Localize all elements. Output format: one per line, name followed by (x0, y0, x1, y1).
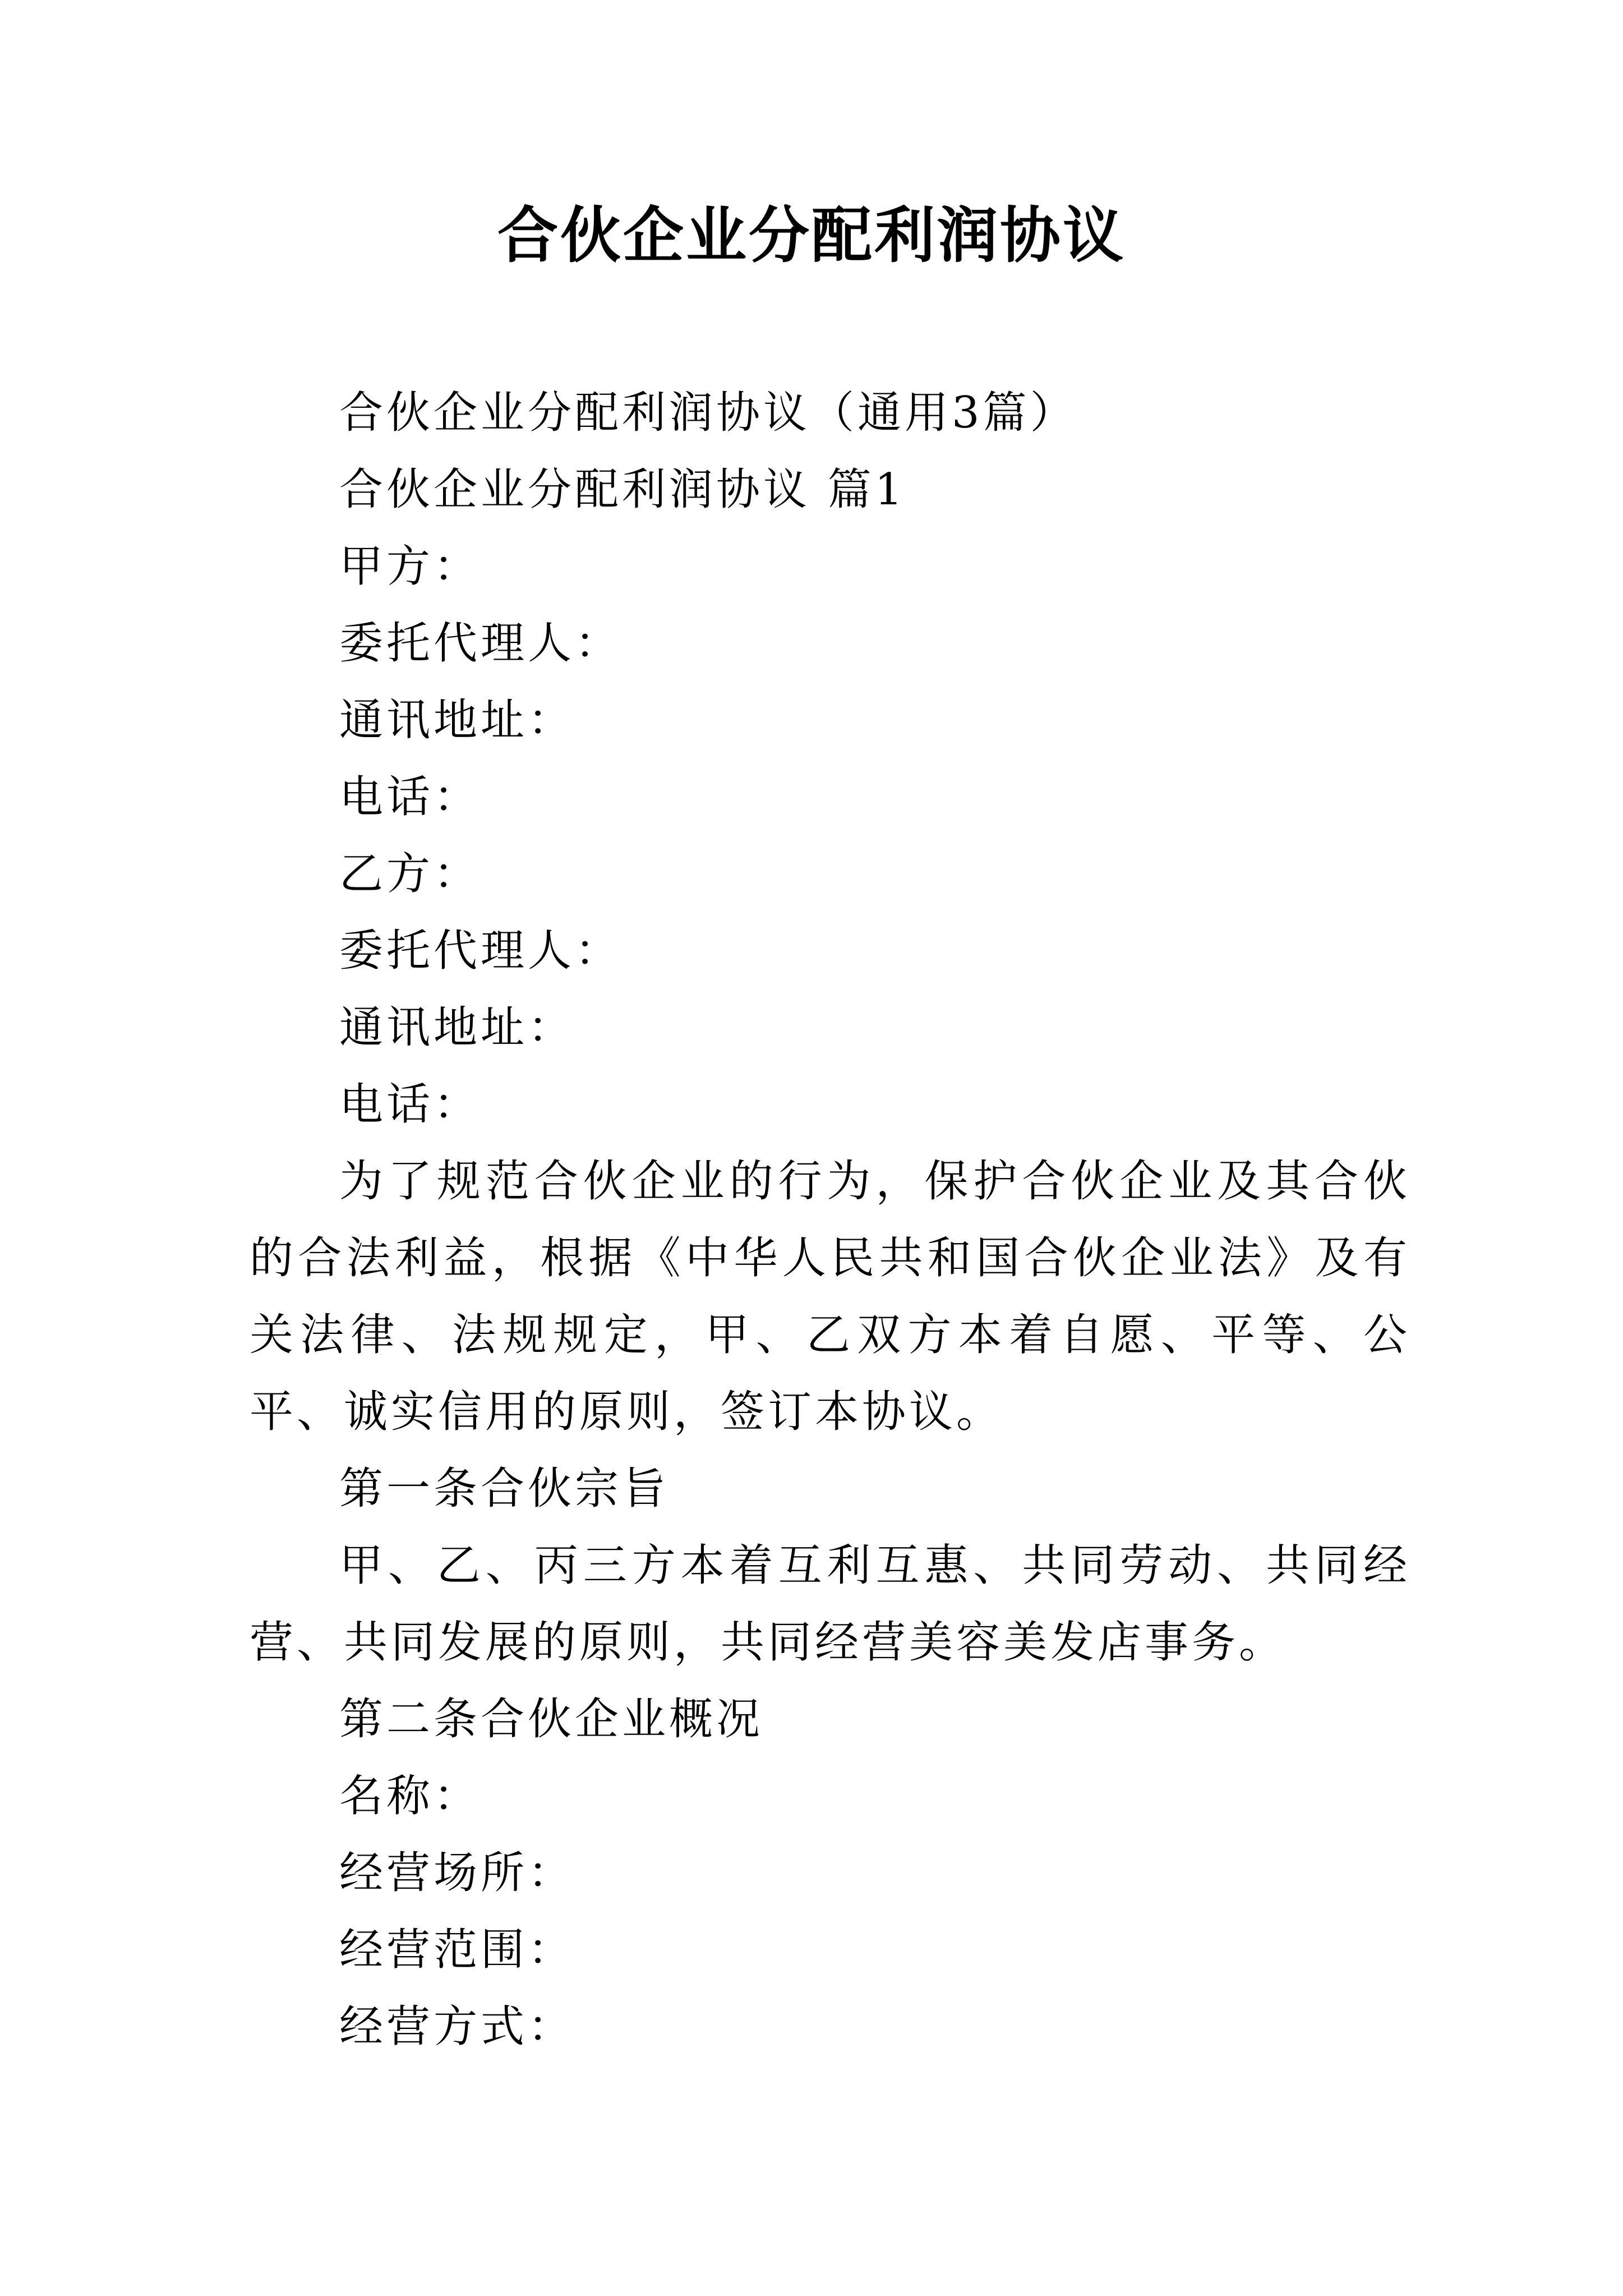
business-location-label: 经营场所： (339, 1848, 575, 1898)
article-2-heading: 第二条合伙企业概况 (339, 1694, 764, 1745)
business-mode-label: 经营方式： (339, 2001, 575, 2052)
enterprise-name-label: 名称： (339, 1771, 481, 1821)
party-b-phone-label: 电话： (339, 1079, 481, 1130)
subtitle-line: 合伙企业分配利润协议（通用3篇） (339, 388, 1077, 438)
document-title: 合伙企业分配利润协议 (497, 200, 1126, 271)
business-scope-label: 经营范围： (339, 1925, 575, 1975)
party-b-agent-label: 委托代理人： (339, 926, 623, 976)
party-b-label: 乙方： (339, 849, 481, 899)
document-body (250, 375, 1410, 2065)
party-a-address-label: 通讯地址： (339, 695, 575, 746)
preamble-paragraph: 为了规范合伙企业的行为，保护合伙企业及其合伙的合法利益，根据《中华人民共和国合伙企业法》及有关法律、法规规定，甲、乙双方本着自愿、平等、公平、诚实信用的原则，签订本协议。 (250, 1156, 1410, 1437)
party-a-label: 甲方： (339, 541, 481, 592)
party-b-address-label: 通讯地址： (339, 1002, 575, 1053)
section-heading: 合伙企业分配利润协议 篇1 (339, 464, 906, 515)
party-a-phone-label: 电话： (339, 772, 481, 822)
party-a-agent-label: 委托代理人： (339, 618, 623, 669)
article-1-heading: 第一条合伙宗旨 (339, 1464, 670, 1514)
article-1-paragraph: 甲、乙、丙三方本着互利互惠、共同劳动、共同经营、共同发展的原则，共同经营美容美发店事务。 (250, 1540, 1410, 1668)
